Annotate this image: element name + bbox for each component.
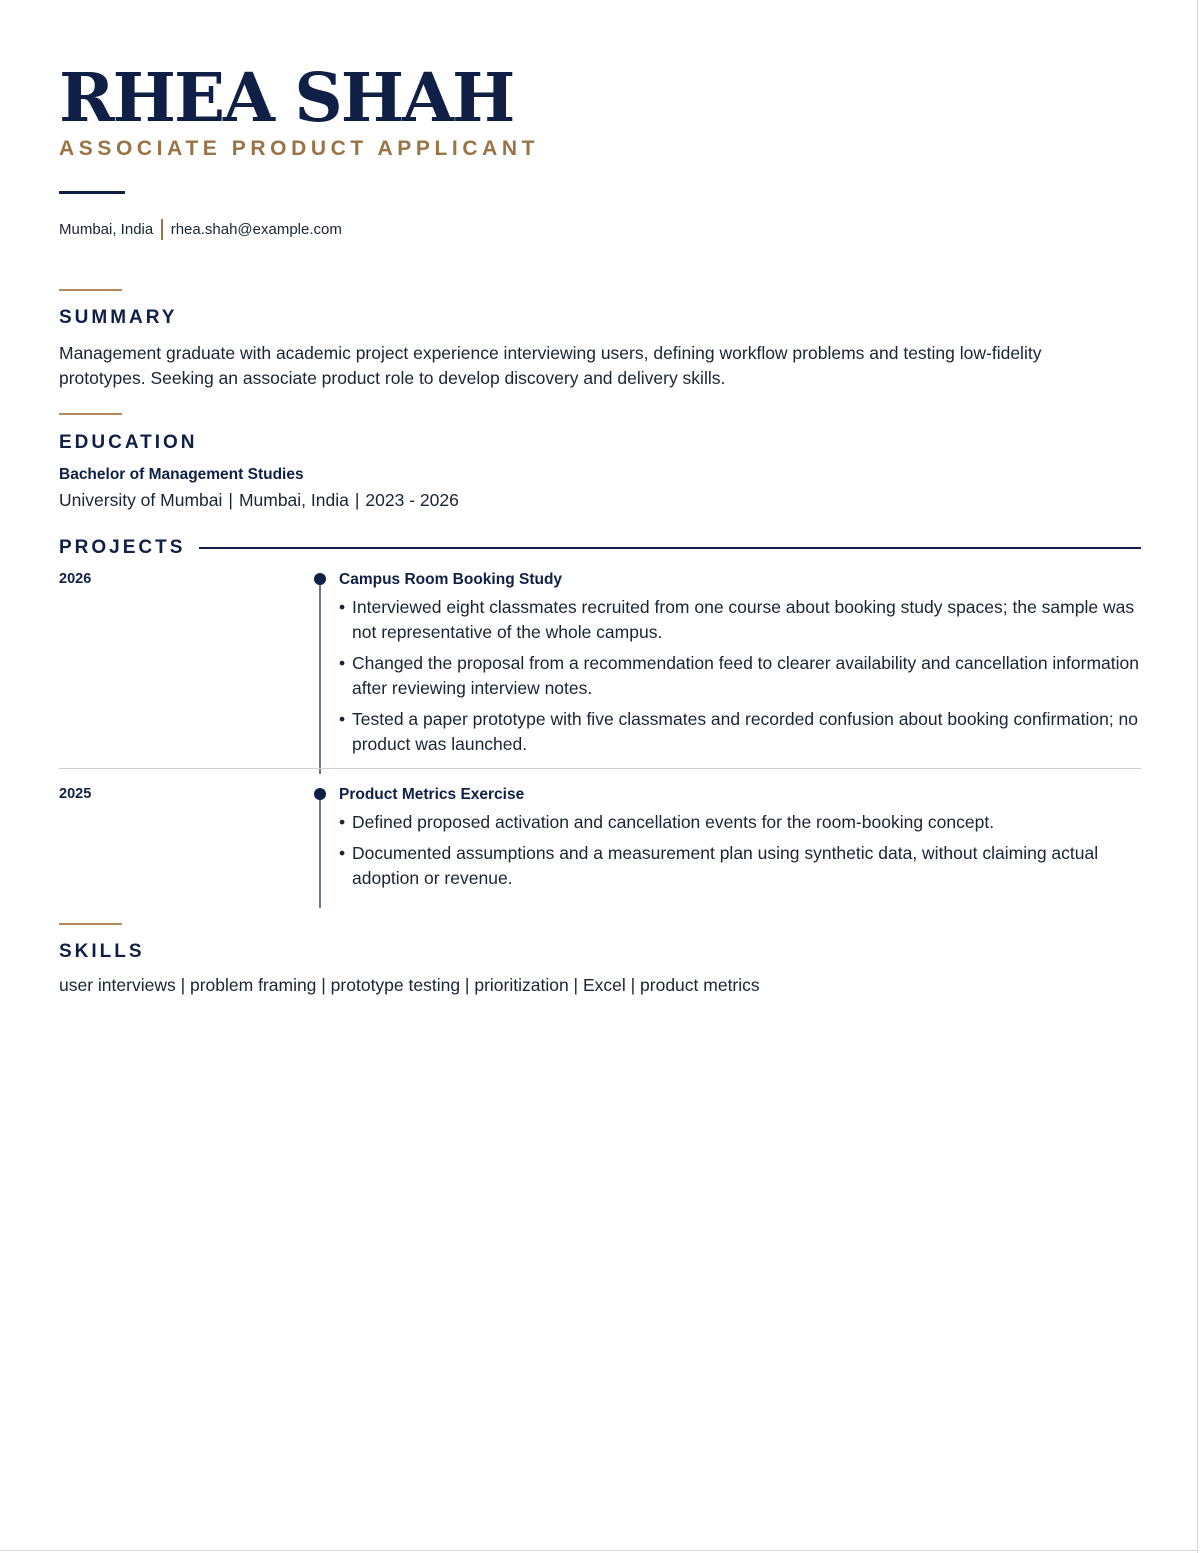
- section-accent-rule: [59, 413, 122, 415]
- list-item: • Defined proposed activation and cancellation events for the room-booking concept.: [339, 810, 1119, 835]
- section-accent-rule: [59, 289, 122, 291]
- list-item: • Interviewed eight classmates recruited from one course about booking study spaces; the sample was not representative of the whole campus.: [339, 595, 1139, 645]
- project-year: 2026: [59, 571, 92, 587]
- candidate-name: RHEA SHAH: [59, 58, 514, 137]
- skills-heading: SKILLS: [59, 941, 145, 962]
- summary-text: Management graduate with academic project experience interviewing users, defining workflow problems and testing low-fidelity prototypes. Seeking an associate product role to develop discovery and delivery skills.: [59, 343, 1042, 388]
- pipe-separator: |: [354, 490, 360, 510]
- project-bullets: [339, 595, 1139, 763]
- project-row-divider: [59, 768, 1141, 769]
- education-details: [59, 490, 459, 511]
- education-degree: Bachelor of Management Studies: [59, 466, 304, 483]
- timeline-dot: [314, 573, 326, 585]
- page-edge: [1197, 0, 1198, 1553]
- project-title: Campus Room Booking Study: [339, 571, 563, 588]
- contact-email[interactable]: rhea.shah@example.com: [170, 221, 342, 238]
- header-divider: [59, 191, 125, 194]
- project-year: 2025: [59, 786, 92, 802]
- summary-heading: SUMMARY: [59, 307, 178, 328]
- page-edge: [0, 1550, 1198, 1551]
- contact-separator: [161, 219, 163, 240]
- list-item: • Changed the proposal from a recommendation feed to clearer availability and cancellation information after reviewing interview notes.: [339, 651, 1139, 701]
- section-accent-rule: [59, 923, 122, 925]
- projects-heading-rule: [199, 547, 1141, 549]
- education-school: University of Mumbai: [59, 490, 223, 510]
- contact-line: [59, 219, 342, 240]
- project-title: Product Metrics Exercise: [339, 786, 525, 803]
- candidate-role: ASSOCIATE PRODUCT APPLICANT: [59, 137, 540, 160]
- timeline-line: [319, 793, 321, 908]
- pipe-separator: |: [228, 490, 233, 510]
- skills-list: user interviews | problem framing | prototype testing | prioritization | Excel | product metrics: [59, 975, 760, 995]
- timeline-dot: [314, 788, 326, 800]
- projects-heading: PROJECTS: [59, 537, 186, 558]
- contact-location: Mumbai, India: [59, 221, 154, 238]
- education-heading: EDUCATION: [59, 432, 198, 453]
- list-item: • Tested a paper prototype with five classmates and recorded confusion about booking confirmation; no product was launched.: [339, 707, 1139, 757]
- project-bullets: [339, 810, 1119, 897]
- timeline-line: [319, 578, 321, 774]
- education-location: Mumbai, India: [238, 490, 349, 510]
- list-item: • Documented assumptions and a measurement plan using synthetic data, without claiming actual adoption or revenue.: [339, 841, 1119, 891]
- education-dates: 2023 - 2026: [365, 490, 459, 510]
